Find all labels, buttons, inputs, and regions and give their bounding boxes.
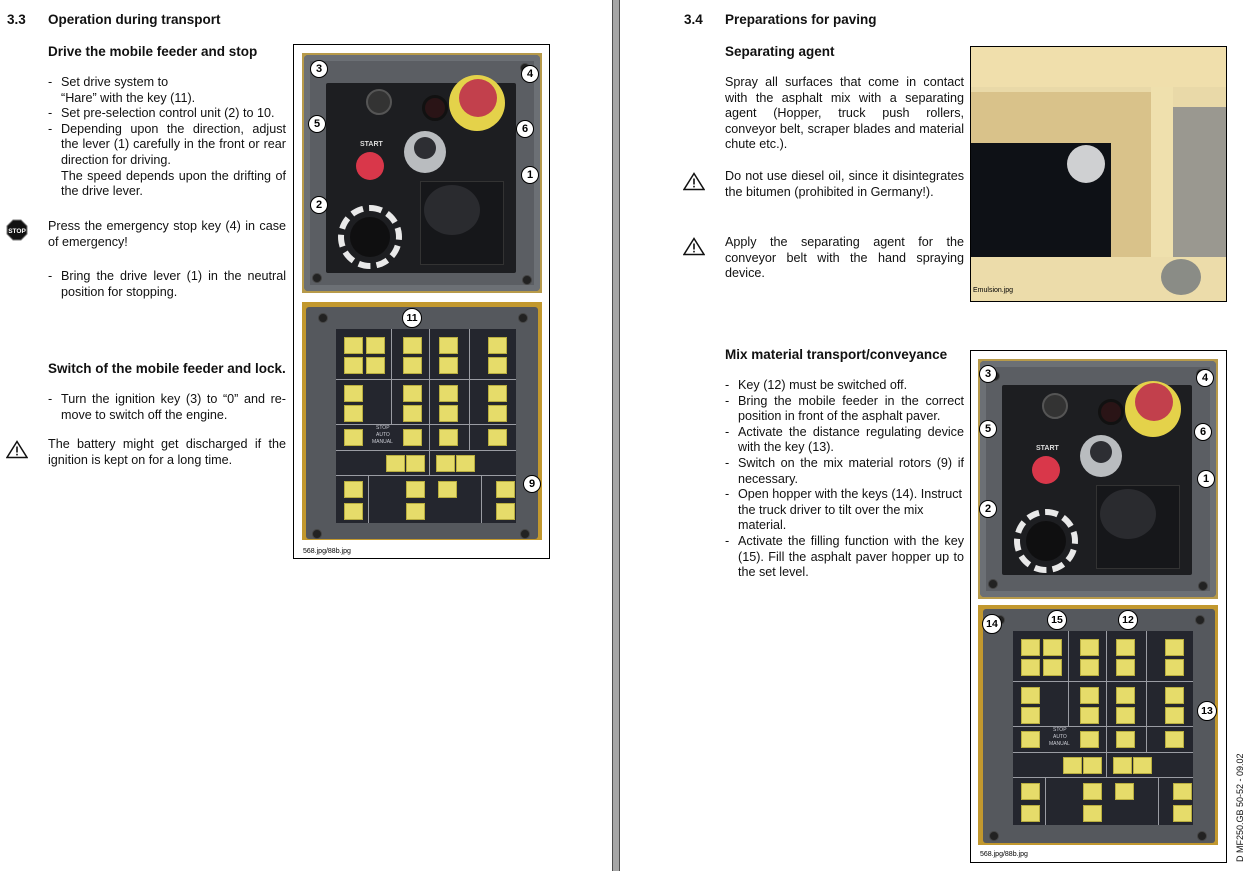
keypad-key <box>1021 707 1040 724</box>
step-item <box>48 122 286 200</box>
keypad-key <box>1173 783 1192 800</box>
keypad-key <box>403 385 422 402</box>
callout-4: 4 <box>521 65 539 83</box>
ignition-key-switch <box>366 89 392 115</box>
screw <box>522 275 532 285</box>
keypad-key <box>439 429 458 446</box>
callout-13: 13 <box>1197 701 1217 721</box>
subsection-title-switch-off: Switch of the mobile feeder and lock. <box>48 361 286 376</box>
keypad-key <box>1083 783 1102 800</box>
battery-warning: The battery might get discharged if the ignition is kept on for a long time. <box>48 437 286 467</box>
keypad-key <box>344 357 363 374</box>
keypad-key <box>488 405 507 422</box>
rotor-key <box>496 503 515 520</box>
warning-icon <box>6 440 28 459</box>
grid-line <box>1013 681 1193 682</box>
keypad-key <box>1165 639 1184 656</box>
step-item: - Set pre-selection control unit (2) to 10. <box>48 106 286 122</box>
horn-key <box>344 503 363 520</box>
start-button <box>356 152 384 180</box>
right-page <box>620 0 1260 871</box>
mode-label-manual: MANUAL <box>1049 741 1070 747</box>
grid-line <box>1158 777 1159 825</box>
step-text: The speed depends upon the drifting of the drive lever. <box>61 168 286 199</box>
keypad-key <box>1080 687 1099 704</box>
step-item: - Bring the drive lever (1) in the neutral position for stopping. <box>48 269 286 300</box>
keypad-key <box>406 455 425 472</box>
frame-bar <box>1151 87 1173 262</box>
step-text: “Hare” with the key (11). <box>61 90 196 105</box>
tortoise-key <box>1116 659 1135 676</box>
keypad-key <box>1083 805 1102 822</box>
section-number: 3.4 <box>684 12 703 27</box>
grid-line <box>391 329 392 424</box>
keypad-key <box>403 337 422 354</box>
grid-line <box>1013 752 1193 753</box>
screw <box>988 579 998 589</box>
keypad-key <box>488 337 507 354</box>
keypad-key <box>1116 731 1135 748</box>
keypad-key <box>1021 783 1040 800</box>
dial-knob <box>350 217 390 257</box>
callout-5: 5 <box>979 420 997 438</box>
start-label: START <box>1036 445 1059 452</box>
rotary-knob-cap <box>1090 441 1112 463</box>
joystick-knob <box>424 185 480 235</box>
grid-line <box>336 379 516 380</box>
keypad-key <box>488 429 507 446</box>
mix-steps <box>725 378 964 581</box>
hopper-key <box>1043 659 1062 676</box>
indicator-light <box>422 95 448 121</box>
step-item: - Activate the filling function with the key (15). Fill the asphalt paver hopper up to the set level. <box>725 534 964 581</box>
keypad-key <box>403 357 422 374</box>
mode-label-manual: MANUAL <box>372 439 393 445</box>
keypad-key <box>403 405 422 422</box>
keypad-key <box>1021 687 1040 704</box>
grid-line <box>1146 631 1147 752</box>
hare-key <box>439 337 458 354</box>
separating-agent-text: Spray all surfaces that come in contact with the asphalt mix with a separating agent (Hopper, truck push rollers, conveyor belt, scraper blades and material chute etc.). <box>725 75 964 152</box>
figure-caption: 568.jpg/88b.jpg <box>980 851 1028 858</box>
step-item: - Open hopper with the keys (14). Instruct the truck driver to tilt over the mix material. <box>725 487 964 534</box>
keypad-key <box>1080 731 1099 748</box>
start-button <box>1032 456 1060 484</box>
keypad-key <box>1083 757 1102 774</box>
section-title: Preparations for paving <box>725 12 877 27</box>
keypad-key <box>438 481 457 498</box>
step-text: Set drive system to <box>61 75 169 89</box>
screw <box>1197 831 1207 841</box>
keypad-key <box>496 481 515 498</box>
keypad-key <box>386 455 405 472</box>
callout-6: 6 <box>1194 423 1212 441</box>
grid-line <box>481 475 482 523</box>
screw <box>318 313 328 323</box>
subsection-title-separating: Separating agent <box>725 44 835 59</box>
callout-11: 11 <box>402 308 422 328</box>
keypad-photo <box>306 307 538 539</box>
keypad-key <box>1043 639 1062 656</box>
screw <box>1198 581 1208 591</box>
grid-line <box>1013 777 1193 778</box>
keypad-photo <box>983 609 1215 843</box>
emergency-stop-cap <box>1135 383 1173 421</box>
mode-label-stop: STOP <box>376 425 390 431</box>
step-item <box>48 75 286 106</box>
round-part <box>1161 259 1201 295</box>
callout-4: 4 <box>1196 369 1214 387</box>
callout-6: 6 <box>516 120 534 138</box>
keypad-key <box>344 385 363 402</box>
step-item: - Key (12) must be switched off. <box>725 378 964 394</box>
keypad-key <box>344 337 363 354</box>
switch-off-steps <box>48 392 286 423</box>
keypad-key <box>439 385 458 402</box>
control-panel-figure <box>293 44 550 559</box>
keypad-key <box>488 385 507 402</box>
screw <box>518 313 528 323</box>
warning-icon <box>683 172 705 191</box>
emulsion-photo-figure <box>970 46 1227 302</box>
emergency-stop-cap <box>459 79 497 117</box>
grid-line <box>1068 631 1069 726</box>
grid-line <box>469 329 470 450</box>
rotor-key <box>1173 805 1192 822</box>
keypad-key <box>1021 659 1040 676</box>
callout-2: 2 <box>310 196 328 214</box>
horn-key <box>1021 805 1040 822</box>
grid-line <box>336 424 516 425</box>
keypad-key <box>456 455 475 472</box>
screw <box>520 529 530 539</box>
conveyor-warning: Apply the separating agent for the conveyor belt with the hand spraying device. <box>725 235 964 281</box>
grid-line <box>336 475 516 476</box>
mode-label-auto: AUTO <box>1053 734 1067 740</box>
step-text: Depending upon the direction, adjust the lever (1) carefully in the front or rear direction for driving. <box>61 121 286 167</box>
section-number: 3.3 <box>7 12 26 27</box>
page-divider <box>612 0 620 871</box>
left-page <box>0 0 612 871</box>
step-item: - Activate the distance regulating device with the key (13). <box>725 425 964 456</box>
key-12 <box>1080 659 1099 676</box>
diesel-warning: Do not use diesel oil, since it disintegrates the bitumen (prohibited in Germany!). <box>725 169 964 199</box>
screw <box>312 273 322 283</box>
screw <box>989 831 999 841</box>
dial-knob <box>1026 521 1066 561</box>
background-machinery <box>1173 107 1226 257</box>
step-item: - Turn the ignition key (3) to “0” and re-move to switch off the engine. <box>48 392 286 423</box>
callout-3: 3 <box>310 60 328 78</box>
callout-15: 15 <box>1047 610 1067 630</box>
emergency-stop-note: Press the emergency stop key (4) in case of emergency! <box>48 219 286 249</box>
keypad-key <box>406 481 425 498</box>
screw <box>312 529 322 539</box>
ignition-key-switch <box>1042 393 1068 419</box>
start-label: START <box>360 141 383 148</box>
svg-text:STOP: STOP <box>8 227 26 235</box>
neutral-step <box>48 269 286 300</box>
keypad-key <box>1116 687 1135 704</box>
keypad-key <box>1116 707 1135 724</box>
grid-line <box>336 450 516 451</box>
step-item: - Switch on the mix material rotors (9) if necessary. <box>725 456 964 487</box>
callout-12: 12 <box>1118 610 1138 630</box>
section-title: Operation during transport <box>48 12 221 27</box>
keypad-key <box>1080 707 1099 724</box>
control-panel-photo <box>304 55 540 291</box>
subsection-title-drive: Drive the mobile feeder and stop <box>48 44 258 59</box>
tortoise-key <box>439 357 458 374</box>
tank-cap <box>1067 145 1105 183</box>
drive-steps <box>48 75 286 200</box>
callout-2: 2 <box>979 500 997 518</box>
keypad-key <box>366 357 385 374</box>
indicator-light <box>1098 399 1124 425</box>
callout-5: 5 <box>308 115 326 133</box>
keypad-key <box>1165 687 1184 704</box>
grid-line <box>1013 726 1193 727</box>
callout-1: 1 <box>521 166 539 184</box>
control-panel-figure <box>970 350 1227 863</box>
control-panel-photo <box>980 361 1216 597</box>
mode-label-auto: AUTO <box>376 432 390 438</box>
grid-line <box>1045 777 1046 825</box>
keypad-key <box>1021 731 1040 748</box>
keypad-key <box>1063 757 1082 774</box>
mode-label-stop: STOP <box>1053 727 1067 733</box>
grid-line <box>429 329 430 475</box>
joystick-knob <box>1100 489 1156 539</box>
warning-icon <box>683 237 705 256</box>
keypad-key <box>366 337 385 354</box>
callout-9: 9 <box>523 475 541 493</box>
grid-line <box>1106 631 1107 777</box>
hare-key <box>1116 639 1135 656</box>
hopper-wall <box>971 47 1226 87</box>
grid-line <box>368 475 369 523</box>
screw <box>1195 615 1205 625</box>
keypad-key <box>1115 783 1134 800</box>
keypad-key <box>488 357 507 374</box>
distance-regulating-key <box>1165 731 1184 748</box>
keypad-key <box>436 455 455 472</box>
keypad-key <box>344 429 363 446</box>
keypad-key <box>344 481 363 498</box>
figure-caption: 568.jpg/88b.jpg <box>303 548 351 555</box>
keypad-key <box>1165 707 1184 724</box>
keypad-key <box>1133 757 1152 774</box>
keypad-key <box>439 405 458 422</box>
callout-3: 3 <box>979 365 997 383</box>
keypad-key <box>1021 639 1040 656</box>
keypad-key <box>1165 659 1184 676</box>
step-item: - Bring the mobile feeder in the correct position in front of the asphalt paver. <box>725 394 964 425</box>
filling-key <box>1080 639 1099 656</box>
photo-caption: Emulsion.jpg <box>973 287 1014 294</box>
rotary-knob-cap <box>414 137 436 159</box>
stop-sign-icon <box>6 219 28 241</box>
keypad-key <box>1113 757 1132 774</box>
keypad-key <box>406 503 425 520</box>
keypad-key <box>344 405 363 422</box>
document-code: D MF250.GB 50-52 - 09.02 <box>1235 753 1245 862</box>
subsection-title-mix: Mix material transport/conveyance <box>725 347 948 362</box>
callout-1: 1 <box>1197 470 1215 488</box>
callout-14: 14 <box>982 614 1002 634</box>
keypad-key <box>403 429 422 446</box>
